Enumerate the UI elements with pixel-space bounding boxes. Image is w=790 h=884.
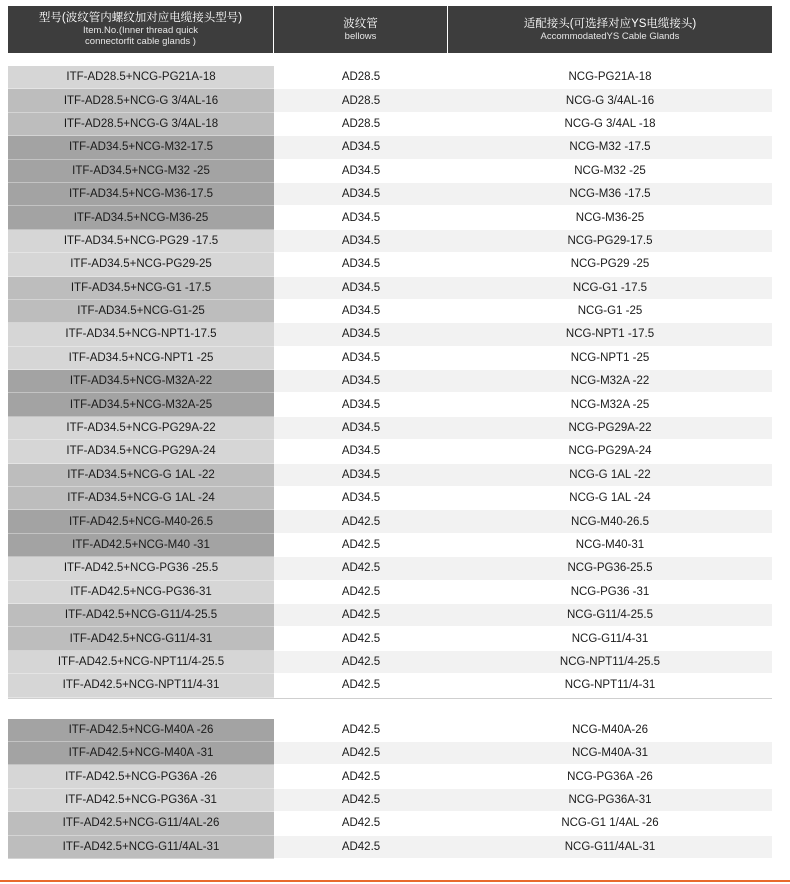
cell-bellows: AD34.5 [274, 300, 448, 323]
cell-bellows: AD42.5 [274, 765, 448, 788]
cell-bellows: AD42.5 [274, 719, 448, 742]
cell-gland: NCG-PG36A -26 [448, 765, 772, 788]
cell-item-no: ITF-AD34.5+NCG-M32 -25 [8, 160, 274, 183]
cell-bellows: AD34.5 [274, 183, 448, 206]
header-gland [448, 6, 772, 53]
cell-gland: NCG-G1 -25 [448, 300, 772, 323]
cell-gland: NCG-G1 1/4AL -26 [448, 812, 772, 835]
cell-gland: NCG-PG29A-22 [448, 417, 772, 440]
cell-item-no: ITF-AD42.5+NCG-M40 -31 [8, 534, 274, 557]
cell-item-no: ITF-AD34.5+NCG-M32-17.5 [8, 136, 274, 159]
cell-gland: NCG-G 3/4AL -18 [448, 113, 772, 136]
table-row [8, 812, 772, 835]
table-row [8, 627, 772, 650]
cell-item-no: ITF-AD42.5+NCG-PG36-31 [8, 581, 274, 604]
cell-gland: NCG-G1 -17.5 [448, 277, 772, 300]
cell-bellows: AD42.5 [274, 789, 448, 812]
table-row [8, 370, 772, 393]
cell-item-no: ITF-AD34.5+NCG-PG29 -17.5 [8, 230, 274, 253]
table-row [8, 789, 772, 812]
cell-gland: NCG-M32 -25 [448, 160, 772, 183]
cell-gland: NCG-M32 -17.5 [448, 136, 772, 159]
header-bellows-cn: 波纹管 [343, 17, 378, 30]
cell-gland: NCG-M40A-31 [448, 742, 772, 765]
cell-gland: NCG-G11/4-25.5 [448, 604, 772, 627]
table-row [8, 719, 772, 742]
header-item-no-en-1: Item.No.(Inner thread quick [82, 25, 199, 36]
cell-item-no: ITF-AD42.5+NCG-M40-26.5 [8, 510, 274, 533]
cell-gland: NCG-NPT11/4-25.5 [448, 651, 772, 674]
cell-item-no: ITF-AD42.5+NCG-G11/4AL-26 [8, 812, 274, 835]
cell-item-no: ITF-AD42.5+NCG-G11/4-31 [8, 627, 274, 650]
table-row [8, 487, 772, 510]
table-body-2 [8, 719, 772, 859]
cell-bellows: AD34.5 [274, 370, 448, 393]
table-body-1 [8, 66, 772, 698]
table-row [8, 89, 772, 112]
cell-item-no: ITF-AD28.5+NCG-G 3/4AL-16 [8, 89, 274, 112]
cell-item-no: ITF-AD42.5+NCG-PG36 -25.5 [8, 557, 274, 580]
cell-gland: NCG-PG36-25.5 [448, 557, 772, 580]
cell-bellows: AD28.5 [274, 66, 448, 89]
cell-bellows: AD42.5 [274, 651, 448, 674]
cell-gland: NCG-G 1AL -22 [448, 464, 772, 487]
cell-bellows: AD42.5 [274, 557, 448, 580]
cell-bellows: AD42.5 [274, 742, 448, 765]
cell-item-no: ITF-AD34.5+NCG-M36-17.5 [8, 183, 274, 206]
table-row [8, 300, 772, 323]
cell-item-no: ITF-AD28.5+NCG-PG21A-18 [8, 66, 274, 89]
table-row [8, 742, 772, 765]
cell-item-no: ITF-AD34.5+NCG-M32A-22 [8, 370, 274, 393]
cell-gland: NCG-M40-26.5 [448, 510, 772, 533]
table-row [8, 136, 772, 159]
table-row [8, 440, 772, 463]
table-row [8, 347, 772, 370]
cell-item-no: ITF-AD34.5+NCG-NPT1 -25 [8, 347, 274, 370]
cell-gland: NCG-PG29-17.5 [448, 230, 772, 253]
table-row [8, 651, 772, 674]
table-row [8, 277, 772, 300]
cell-item-no: ITF-AD34.5+NCG-G 1AL -24 [8, 487, 274, 510]
table-row [8, 66, 772, 89]
cell-bellows: AD34.5 [274, 347, 448, 370]
cell-bellows: AD34.5 [274, 417, 448, 440]
cell-item-no: ITF-AD34.5+NCG-G1 -17.5 [8, 277, 274, 300]
table-header [8, 6, 772, 53]
cell-bellows: AD34.5 [274, 464, 448, 487]
table-row [8, 183, 772, 206]
cell-item-no: ITF-AD34.5+NCG-PG29-25 [8, 253, 274, 276]
table-row [8, 417, 772, 440]
cell-item-no: ITF-AD34.5+NCG-PG29A-22 [8, 417, 274, 440]
cell-bellows: AD42.5 [274, 510, 448, 533]
cell-item-no: ITF-AD42.5+NCG-M40A -26 [8, 719, 274, 742]
cell-bellows: AD42.5 [274, 627, 448, 650]
cell-bellows: AD34.5 [274, 230, 448, 253]
cell-bellows: AD28.5 [274, 89, 448, 112]
cell-gland: NCG-NPT1 -25 [448, 347, 772, 370]
cell-gland: NCG-NPT11/4-31 [448, 674, 772, 697]
table-row [8, 674, 772, 697]
cell-gland: NCG-PG21A-18 [448, 66, 772, 89]
table-row [8, 160, 772, 183]
header-item-no-en-2: connectorfit cable glands ) [85, 36, 196, 47]
cell-item-no: ITF-AD42.5+NCG-M40A -31 [8, 742, 274, 765]
header-gland-en: AccommodatedYS Cable Glands [540, 30, 680, 42]
header-item-no-cn: 型号(波纹管内螺纹加对应电缆接头型号) [38, 12, 243, 24]
header-bellows [274, 6, 448, 53]
table-row [8, 323, 772, 346]
cell-gland: NCG-M40A-26 [448, 719, 772, 742]
cell-item-no: ITF-AD34.5+NCG-M32A-25 [8, 393, 274, 416]
cell-bellows: AD34.5 [274, 440, 448, 463]
cell-bellows: AD42.5 [274, 836, 448, 859]
cell-bellows: AD34.5 [274, 136, 448, 159]
cell-item-no: ITF-AD28.5+NCG-G 3/4AL-18 [8, 113, 274, 136]
cell-bellows: AD34.5 [274, 206, 448, 229]
cell-gland: NCG-M36-25 [448, 206, 772, 229]
header-gland-cn: 适配接头(可选择对应YS电缆接头) [523, 17, 697, 30]
table-row [8, 765, 772, 788]
cell-gland: NCG-M36 -17.5 [448, 183, 772, 206]
cell-item-no: ITF-AD42.5+NCG-G11/4-25.5 [8, 604, 274, 627]
table-row [8, 464, 772, 487]
table-row [8, 510, 772, 533]
spec-table [8, 6, 772, 859]
table-row [8, 581, 772, 604]
cell-item-no: ITF-AD34.5+NCG-NPT1-17.5 [8, 323, 274, 346]
cell-gland: NCG-PG36A-31 [448, 789, 772, 812]
cell-gland: NCG-G11/4AL-31 [448, 836, 772, 859]
bottom-accent-line [0, 880, 790, 882]
cell-gland: NCG-M32A -25 [448, 393, 772, 416]
cell-bellows: AD42.5 [274, 812, 448, 835]
table-row [8, 836, 772, 859]
header-bellows-en: bellows [344, 30, 377, 42]
cell-gland: NCG-M40-31 [448, 534, 772, 557]
header-item-no [8, 6, 274, 53]
table-row [8, 253, 772, 276]
cell-bellows: AD42.5 [274, 674, 448, 697]
cell-bellows: AD42.5 [274, 604, 448, 627]
cell-gland: NCG-G 1AL -24 [448, 487, 772, 510]
table-row [8, 393, 772, 416]
table-row [8, 604, 772, 627]
cell-item-no: ITF-AD42.5+NCG-G11/4AL-31 [8, 836, 274, 859]
cell-item-no: ITF-AD34.5+NCG-G1-25 [8, 300, 274, 323]
table-row [8, 206, 772, 229]
cell-gland: NCG-M32A -22 [448, 370, 772, 393]
cell-bellows: AD42.5 [274, 581, 448, 604]
cell-bellows: AD34.5 [274, 160, 448, 183]
cell-gland: NCG-G 3/4AL-16 [448, 89, 772, 112]
cell-bellows: AD34.5 [274, 393, 448, 416]
cell-bellows: AD34.5 [274, 253, 448, 276]
cell-item-no: ITF-AD34.5+NCG-M36-25 [8, 206, 274, 229]
table-row [8, 534, 772, 557]
cell-item-no: ITF-AD42.5+NCG-PG36A -26 [8, 765, 274, 788]
cell-bellows: AD34.5 [274, 323, 448, 346]
cell-item-no: ITF-AD42.5+NCG-NPT11/4-31 [8, 674, 274, 697]
cell-item-no: ITF-AD34.5+NCG-G 1AL -22 [8, 464, 274, 487]
cell-bellows: AD28.5 [274, 113, 448, 136]
cell-bellows: AD34.5 [274, 487, 448, 510]
table-row [8, 557, 772, 580]
cell-item-no: ITF-AD42.5+NCG-NPT11/4-25.5 [8, 651, 274, 674]
table-row [8, 230, 772, 253]
table-row [8, 113, 772, 136]
cell-bellows: AD34.5 [274, 277, 448, 300]
cell-gland: NCG-PG29 -25 [448, 253, 772, 276]
cell-gland: NCG-NPT1 -17.5 [448, 323, 772, 346]
cell-bellows: AD42.5 [274, 534, 448, 557]
cell-gland: NCG-PG36 -31 [448, 581, 772, 604]
cell-gland: NCG-G11/4-31 [448, 627, 772, 650]
cell-item-no: ITF-AD34.5+NCG-PG29A-24 [8, 440, 274, 463]
cell-gland: NCG-PG29A-24 [448, 440, 772, 463]
cell-item-no: ITF-AD42.5+NCG-PG36A -31 [8, 789, 274, 812]
